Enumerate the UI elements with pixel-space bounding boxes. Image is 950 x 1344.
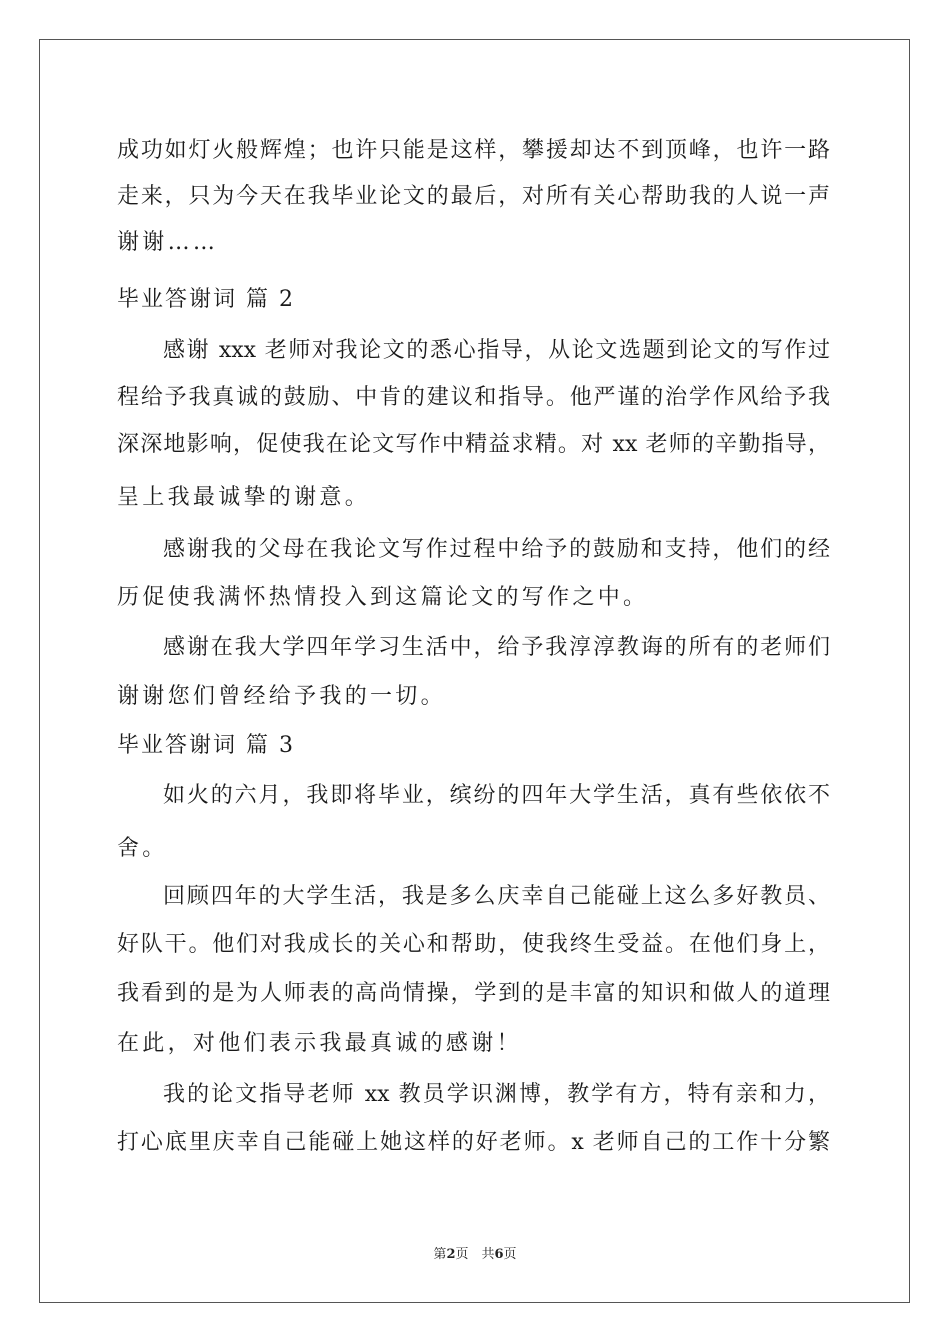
body-line: 谢谢您们曾经给予我的一切。 — [117, 684, 446, 709]
body-line: 如火的六月，我即将毕业，缤纷的四年大学生活，真有些依依不 — [163, 783, 830, 808]
body-line: 好队干。他们对我成长的关心和帮助，使我终生受益。在他们身上， — [117, 932, 830, 957]
footer-mid: 页 共 — [455, 1247, 495, 1262]
body-line: 历促使我满怀热情投入到这篇论文的写作之中。 — [117, 585, 649, 610]
body-line: 呈上我最诚挚的谢意。 — [117, 485, 371, 510]
body-line: 我看到的是为人师表的高尚情操，学到的是丰富的知识和做人的道理 — [117, 981, 830, 1006]
body-line: 程给予我真诚的鼓励、中肯的建议和指导。他严谨的治学作风给予我 — [117, 385, 830, 410]
body-line: 打心底里庆幸自己能碰上她这样的好老师。x 老师自己的工作十分繁 — [117, 1130, 830, 1155]
body-line: 谢谢…… — [117, 230, 219, 255]
current-page-number: 2 — [446, 1247, 456, 1262]
body-line: 走来，只为今天在我毕业论文的最后，对所有关心帮助我的人说一声 — [117, 184, 830, 209]
footer-suffix: 页 — [503, 1247, 517, 1262]
section-heading-2: 毕业答谢词 篇 2 — [117, 287, 295, 312]
total-page-number: 6 — [494, 1247, 504, 1262]
body-line: 回顾四年的大学生活，我是多么庆幸自己能碰上这么多好教员、 — [163, 884, 830, 909]
body-line: 感谢在我大学四年学习生活中，给予我淳淳教诲的所有的老师们 — [163, 635, 830, 660]
footer-prefix: 第 — [433, 1247, 447, 1262]
body-line: 感谢 xxx 老师对我论文的悉心指导，从论文选题到论文的写作过 — [163, 338, 830, 363]
body-line: 舍。 — [117, 836, 168, 861]
page-footer — [0, 1246, 950, 1264]
body-line: 深深地影响，促使我在论文写作中精益求精。对 xx 老师的辛勤指导， — [117, 432, 830, 457]
body-line: 我的论文指导老师 xx 教员学识渊博，教学有方，特有亲和力， — [163, 1082, 830, 1107]
body-line: 感谢我的父母在我论文写作过程中给予的鼓励和支持，他们的经 — [163, 537, 830, 562]
body-line: 在此，对他们表示我最真诚的感谢！ — [117, 1031, 522, 1056]
section-heading-3: 毕业答谢词 篇 3 — [117, 733, 295, 758]
body-line: 成功如灯火般辉煌；也许只能是这样，攀援却达不到顶峰，也许一路 — [117, 138, 830, 163]
